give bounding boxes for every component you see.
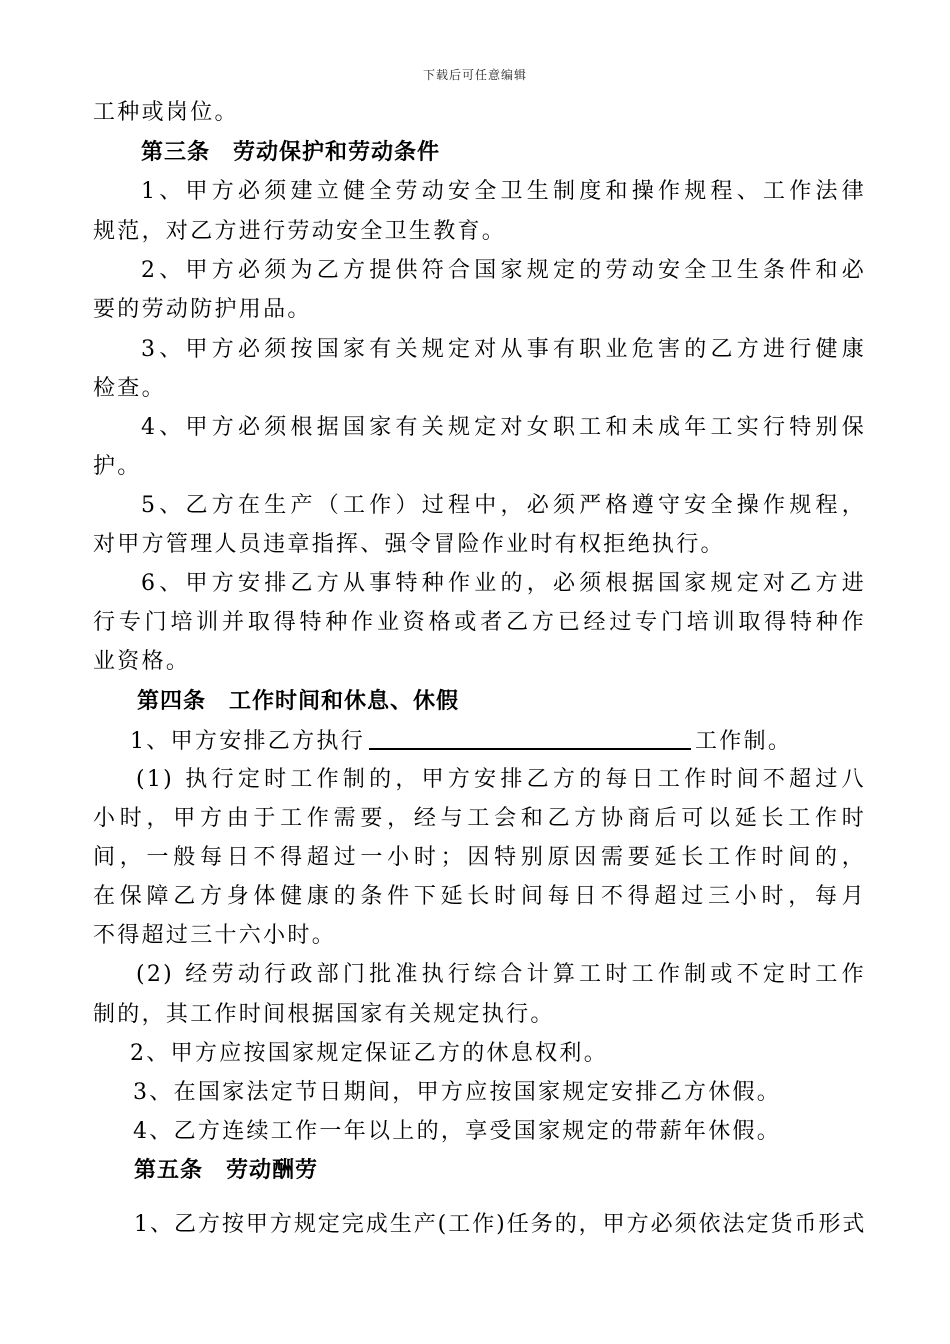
- text-line: 5、乙方在生产（工作）过程中，必须严格遵守安全操作规程，: [141, 493, 866, 518]
- text-line: 不得超过三十六小时。: [93, 923, 337, 948]
- text-line: 1、乙方按甲方规定完成生产(工作)任务的，甲方必须依法定货币形式: [134, 1212, 866, 1237]
- text-line: 3、甲方必须按国家有关规定对从事有职业危害的乙方进行健康: [141, 337, 866, 362]
- text-line: 间，一般每日不得超过一小时；因特别原因需要延长工作时间的，: [93, 845, 866, 870]
- section-heading-4: 第四条 工作时间和休息、休假: [137, 689, 460, 714]
- fill-in-blank: [369, 726, 691, 750]
- text-line: 2、甲方应按国家规定保证乙方的休息权利。: [130, 1041, 608, 1066]
- text-line: 6、甲方安排乙方从事特种作业的，必须根据国家规定对乙方进: [141, 571, 866, 596]
- text-line: 小时，甲方由于工作需要，经与工会和乙方协商后可以延长工作时: [93, 806, 866, 831]
- text-line: 规范，对乙方进行劳动安全卫生教育。: [93, 219, 507, 244]
- text-line: 对甲方管理人员违章指挥、强令冒险作业时有权拒绝执行。: [93, 532, 725, 557]
- text-line: 1、甲方必须建立健全劳动安全卫生制度和操作规程、工作法律: [141, 179, 866, 204]
- section-heading-3: 第三条 劳动保护和劳动条件: [141, 140, 441, 165]
- text-line: 行专门培训并取得特种作业资格或者乙方已经过专门培训取得特种作: [93, 610, 866, 635]
- clause-suffix: 工作制。: [695, 729, 793, 754]
- text-line: 3、在国家法定节日期间，甲方应按国家规定安排乙方休假。: [133, 1080, 782, 1105]
- section-heading-5: 第五条 劳动酬劳: [134, 1158, 319, 1183]
- text-line: (1) 执行定时工作制的，甲方安排乙方的每日工作时间不超过八: [136, 767, 866, 792]
- text-line: 业资格。: [93, 649, 191, 674]
- text-line: 制的，其工作时间根据国家有关规定执行。: [93, 1002, 555, 1027]
- clause-prefix: 1、甲方安排乙方执行: [130, 729, 365, 754]
- text-line: (2) 经劳动行政部门批准执行综合计算工时工作制或不定时工作: [136, 962, 866, 987]
- text-line: 工种或岗位。: [93, 100, 239, 125]
- text-line: 在保障乙方身体健康的条件下延长时间每日不得超过三小时，每月: [93, 884, 866, 909]
- text-line-with-blank: [130, 726, 866, 757]
- text-line: 4、甲方必须根据国家有关规定对女职工和未成年工实行特别保: [141, 415, 866, 440]
- text-line: 检查。: [93, 376, 166, 401]
- text-line: 护。: [93, 454, 142, 479]
- text-line: 2、甲方必须为乙方提供符合国家规定的劳动安全卫生条件和必: [141, 258, 866, 283]
- page-header: 下载后可任意编辑: [422, 68, 527, 82]
- text-line: 4、乙方连续工作一年以上的，享受国家规定的带薪年休假。: [133, 1119, 782, 1144]
- text-line: 要的劳动防护用品。: [93, 297, 312, 322]
